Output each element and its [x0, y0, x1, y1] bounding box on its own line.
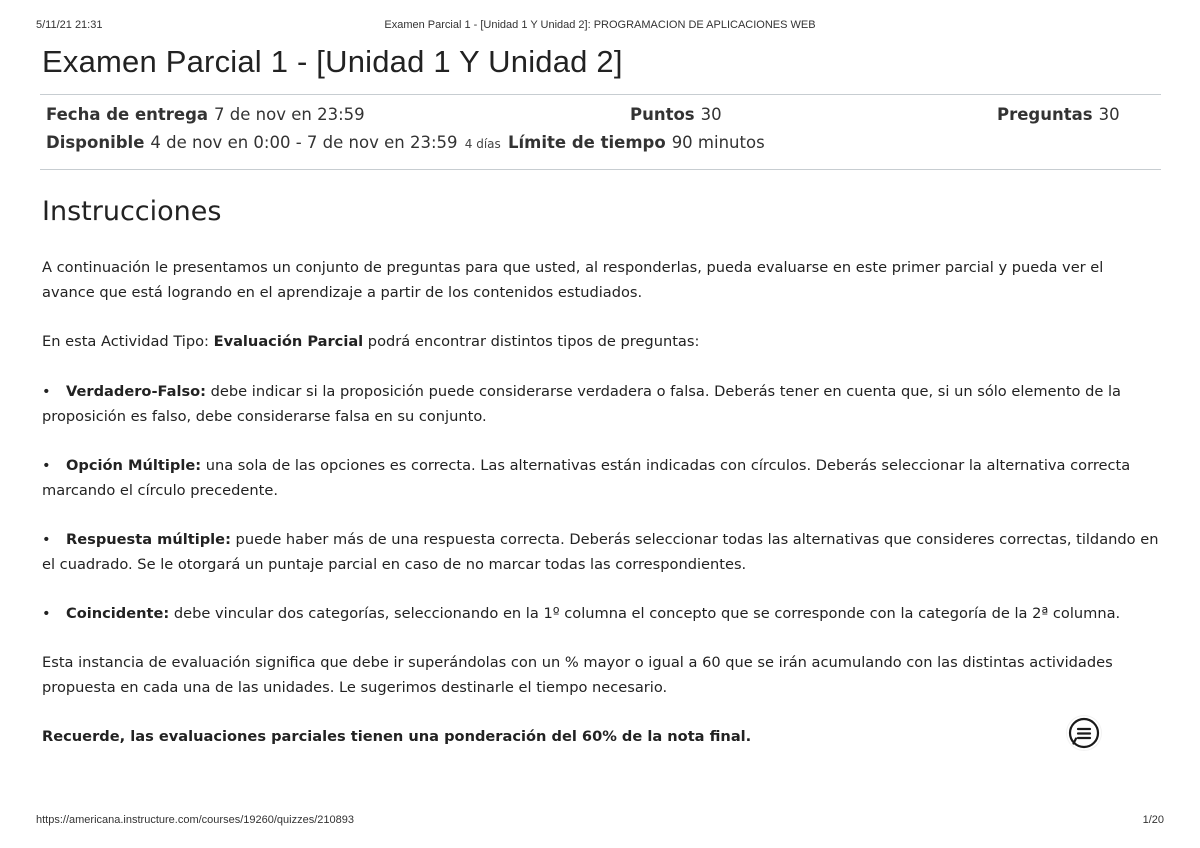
- quiz-details-row-1: [46, 105, 1156, 129]
- print-footer: [36, 814, 1164, 828]
- intro-paragraph: A continuación le presentamos un conjunto de preguntas para que usted, al responderlas, pueda evaluarse en este primer parcial y pueda ver el avance que está logrando en el aprendizaje a partir de los contenidos estudiados.: [42, 259, 1104, 301]
- question-type-item: [42, 527, 1160, 577]
- question-type-title: Opción Múltiple:: [66, 457, 202, 474]
- print-date: 5/11/21 21:31: [36, 19, 103, 31]
- due-date: [46, 105, 365, 124]
- questions-label: Preguntas: [997, 105, 1093, 124]
- print-url: https://americana.instructure.com/courses/19260/quizzes/210893: [36, 814, 354, 826]
- time-limit-label: Límite de tiempo: [508, 133, 666, 152]
- points-value: 30: [700, 105, 722, 124]
- activity-type: Evaluación Parcial: [213, 333, 364, 350]
- availability-value: 4 de nov en 0:00 - 7 de nov en 23:59: [150, 133, 458, 152]
- questions-value: 30: [1098, 105, 1120, 124]
- question-type-item: [42, 601, 1160, 626]
- bullet-icon: •: [42, 457, 51, 474]
- points-label: Puntos: [630, 105, 695, 124]
- due-date-value: 7 de nov en 23:59: [214, 105, 365, 124]
- chat-button[interactable]: [1067, 716, 1101, 750]
- quiz-details-row-2: [46, 133, 1156, 157]
- print-page-number: 1/20: [1142, 814, 1164, 826]
- activity-prefix: En esta Actividad Tipo:: [42, 333, 214, 350]
- divider-top: [40, 94, 1161, 95]
- reminder-text: Recuerde, las evaluaciones parciales tienen una ponderación del 60% de la nota final.: [42, 728, 752, 745]
- instance-paragraph: Esta instancia de evaluación significa que debe ir superándolas con un % mayor o igual a 60 que se irán acumulando con las distintas actividades propuesta en cada una de las unidades. Le sugerimos destinarle el tiempo necesario.: [42, 654, 1113, 696]
- activity-paragraph: [42, 329, 1160, 354]
- questions: [997, 105, 1120, 124]
- availability-label: Disponible: [46, 133, 145, 152]
- points: [630, 105, 722, 124]
- availability-days: 4 días: [464, 137, 501, 151]
- divider-bottom: [40, 169, 1161, 170]
- question-type-title: Verdadero-Falso:: [66, 383, 207, 400]
- question-type-title: Respuesta múltiple:: [66, 531, 231, 548]
- quiz-details: [46, 105, 1156, 157]
- question-type-text: puede haber más de una respuesta correcta. Deberás seleccionar todas las alternativas que consideres correctas, tildando en el cuadrado. Se le otorgará un puntaje parcial en caso de no marcar todas las correspondientes.: [42, 531, 1159, 573]
- print-title: Examen Parcial 1 - [Unidad 1 Y Unidad 2]: PROGRAMACION DE APLICACIONES WEB: [384, 19, 816, 31]
- availability: [46, 133, 765, 152]
- bullet-icon: •: [42, 383, 51, 400]
- activity-suffix: podrá encontrar distintos tipos de preguntas:: [363, 333, 700, 350]
- question-type-item: [42, 453, 1160, 503]
- bullet-icon: •: [42, 605, 51, 622]
- print-header: [36, 19, 1164, 33]
- due-date-label: Fecha de entrega: [46, 105, 209, 124]
- reminder-paragraph: [42, 724, 1160, 749]
- bullet-icon: •: [42, 531, 51, 548]
- question-type-text: una sola de las opciones es correcta. Las alternativas están indicadas con círculos. Deberás seleccionar la alternativa correcta marcando el círculo precedente.: [42, 457, 1131, 499]
- question-type-text: debe indicar si la proposición puede considerarse verdadera o falsa. Deberás tener en cuenta que, si un sólo elemento de la proposición es falso, debe considerarse falsa en su conjunto.: [42, 383, 1121, 425]
- chat-lines-icon: [1067, 716, 1101, 750]
- question-type-title: Coincidente:: [66, 605, 170, 622]
- question-type-text: debe vincular dos categorías, seleccionando en la 1º columna el concepto que se corresponde con la categoría de la 2ª columna.: [169, 605, 1121, 622]
- instructions-heading: Instrucciones: [42, 196, 222, 227]
- instructions-body: [42, 255, 1160, 773]
- page-title: Examen Parcial 1 - [Unidad 1 Y Unidad 2]: [42, 44, 623, 79]
- question-type-item: [42, 379, 1160, 429]
- time-limit-value: 90 minutos: [671, 133, 765, 152]
